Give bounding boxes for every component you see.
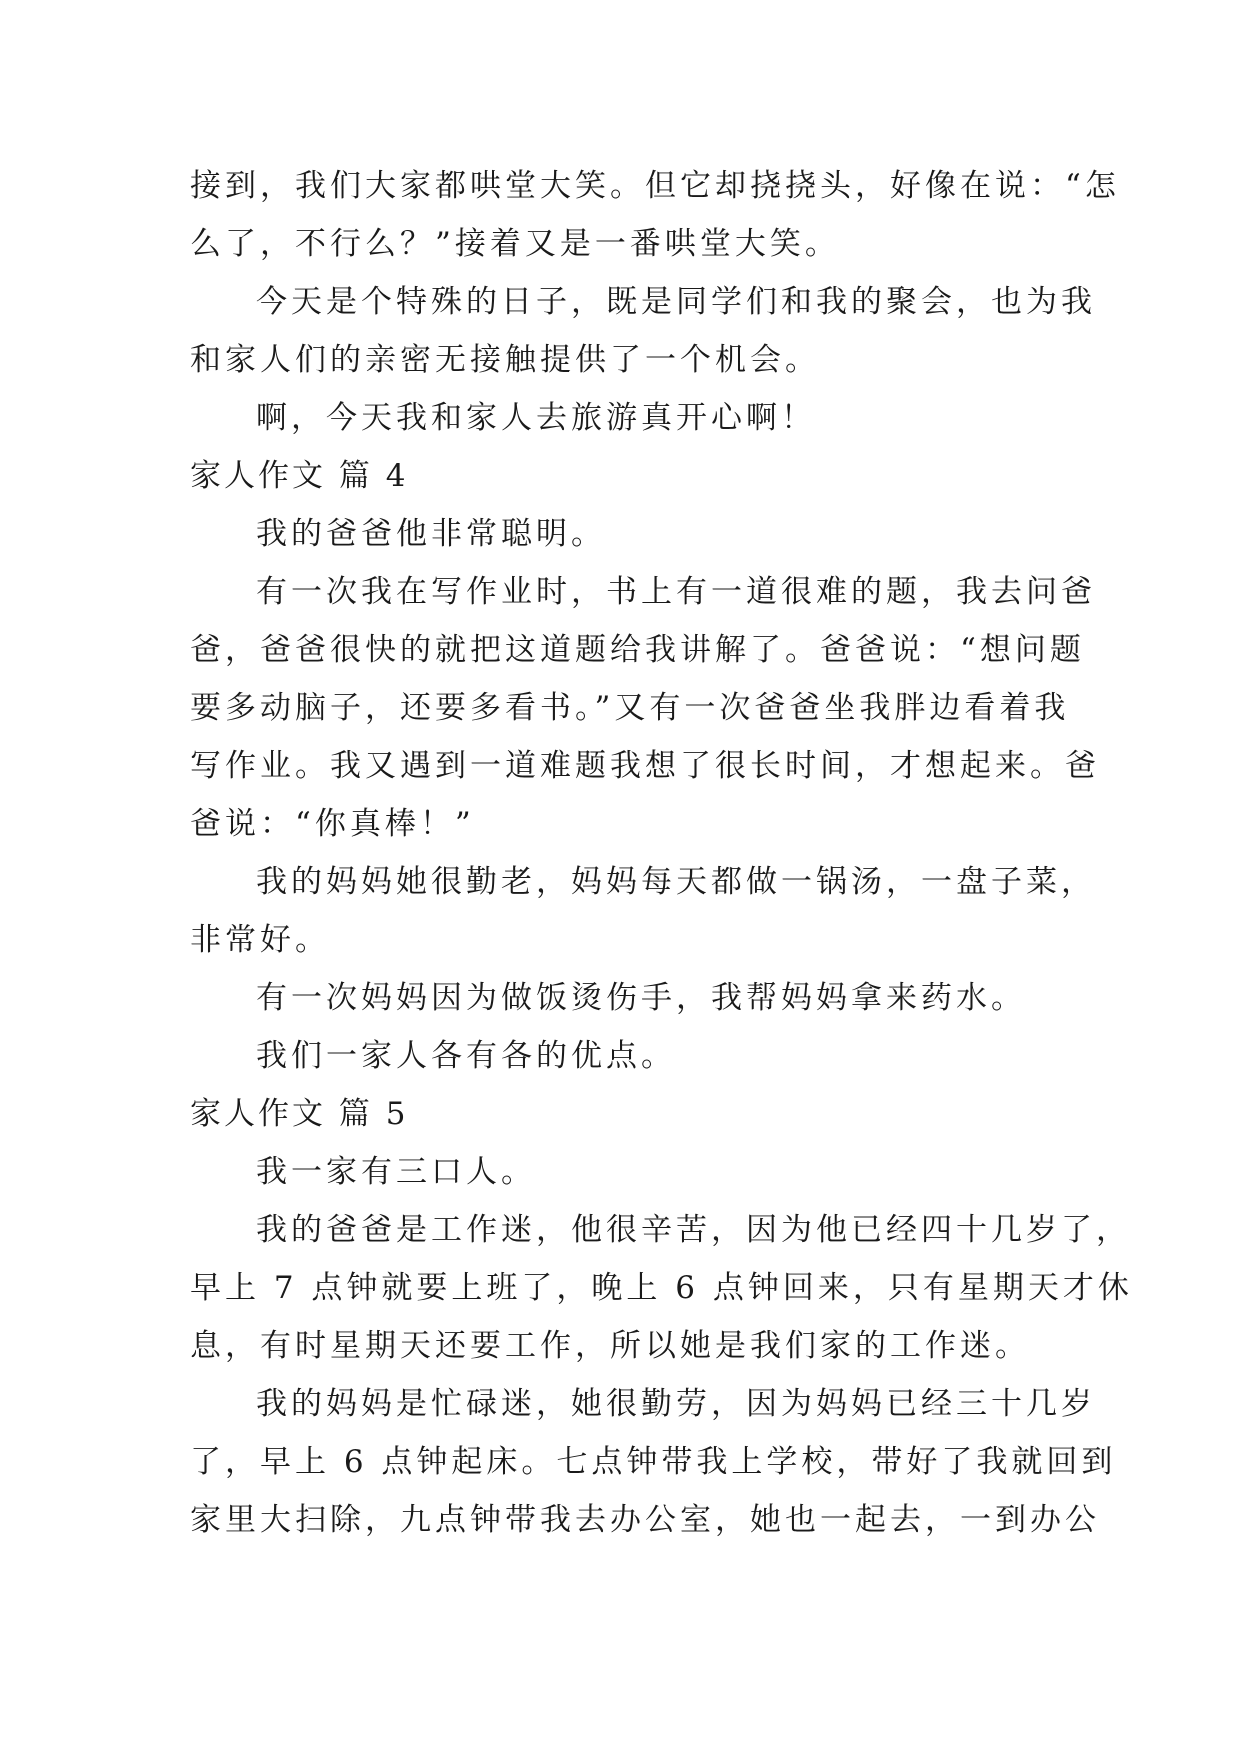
text-line: 接到，我们大家都哄堂大笑。但它却挠挠头，好像在说：“怎 [190,168,1120,204]
text-line: 写作业。我又遇到一道难题我想了很长时间，才想起来。爸 [190,748,1100,784]
section-heading: 家人作文 篇 5 [190,1096,409,1132]
essay-body [190,157,1133,1549]
paragraph-start: 我的妈妈是忙碌迷，她很勤劳，因为妈妈已经三十几岁 [256,1386,1096,1422]
paragraph-start: 今天是个特殊的日子，既是同学们和我的聚会，也为我 [256,284,1096,320]
text-line: 家里大扫除，九点钟带我去办公室，她也一起去，一到办公 [190,1502,1100,1538]
paragraph-start: 啊，今天我和家人去旅游真开心啊！ [256,400,816,436]
paragraph-start: 有一次我在写作业时，书上有一道很难的题，我去问爸 [256,574,1096,610]
paragraph-start: 我的爸爸是工作迷，他很辛苦，因为他已经四十几岁了， [256,1212,1131,1248]
text-line: 早上 7 点钟就要上班了，晚上 6 点钟回来，只有星期天才休 [190,1270,1133,1306]
text-line: 爸说：“你真棒！” [190,806,475,842]
paragraph-start: 我们一家人各有各的优点。 [256,1038,676,1074]
text-line: 爸，爸爸很快的就把这道题给我讲解了。爸爸说：“想问题 [190,632,1085,668]
text-line: 要多动脑子，还要多看书。”又有一次爸爸坐我胖边看着我 [190,690,1070,726]
text-line: 了，早上 6 点钟起床。七点钟带我上学校，带好了我就回到 [190,1444,1117,1480]
text-line: 和家人们的亲密无接触提供了一个机会。 [190,342,820,378]
text-line: 么了，不行么？”接着又是一番哄堂大笑。 [190,226,840,262]
paragraph-start: 我的爸爸他非常聪明。 [256,516,606,552]
paragraph-start: 我一家有三口人。 [256,1154,536,1190]
text-line: 非常好。 [190,922,330,958]
paragraph-start: 我的妈妈她很勤老，妈妈每天都做一锅汤，一盘子菜， [256,864,1096,900]
paragraph-start: 有一次妈妈因为做饭烫伤手，我帮妈妈拿来药水。 [256,980,1026,1016]
text-line: 息，有时星期天还要工作，所以她是我们家的工作迷。 [190,1328,1030,1364]
section-heading: 家人作文 篇 4 [190,458,409,494]
